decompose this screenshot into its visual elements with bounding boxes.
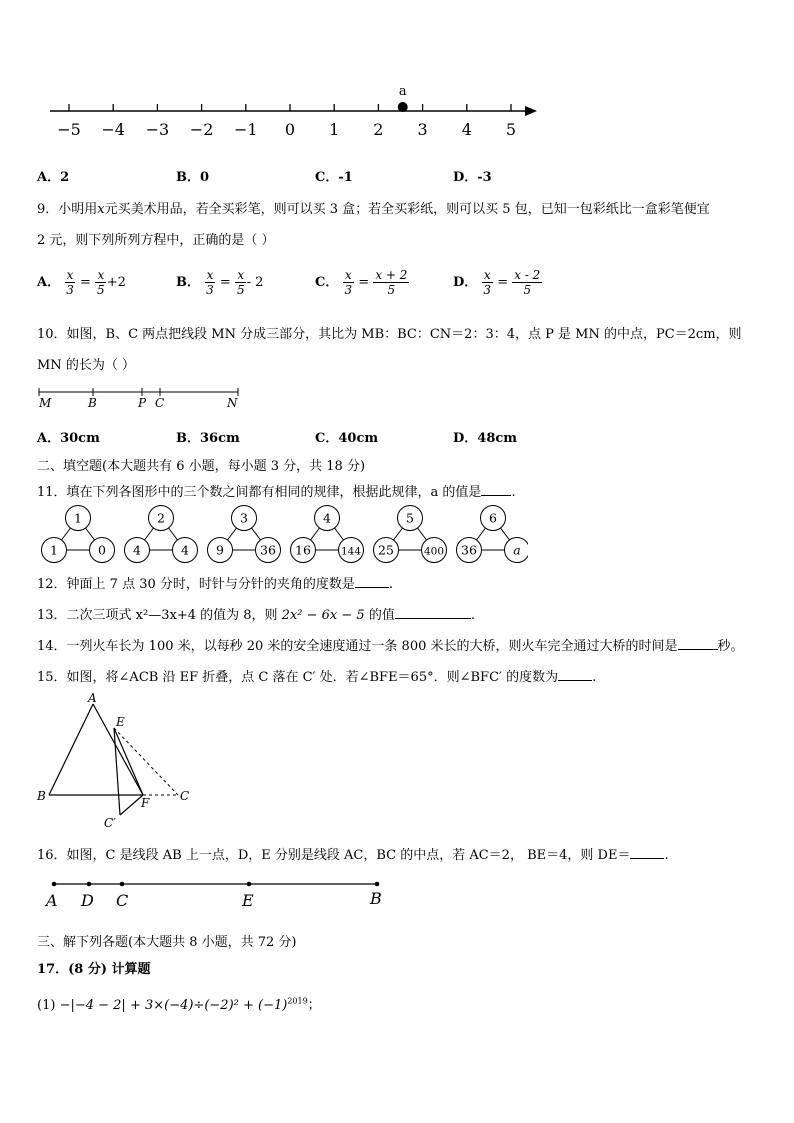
q11-group — [125, 506, 198, 563]
q11-group — [457, 506, 529, 563]
q11-number: 9 — [216, 542, 224, 558]
label-c: C — [155, 396, 165, 410]
point-a-label: a — [398, 84, 407, 99]
section-3-heading: 三、解下列各题(本大题共 8 小题，共 72 分) — [37, 935, 297, 950]
q16-segment-figure — [40, 872, 390, 912]
q13-stem: 13．二次三项式 x²—3x+4 的值为 8，则 2x² − 6x − 5 的值 . — [37, 608, 475, 623]
q11-number: 1 — [74, 510, 82, 526]
q8-option-a: A．2 — [37, 170, 70, 185]
q8-option-d: D．-3 — [453, 170, 492, 185]
q17-part1: $(1) -|-4 - 2| + 3\times(-4)\div(-2)^2 + (-1)^{2019}$； — [37, 996, 321, 1013]
label-c: C — [180, 789, 190, 803]
q11-number: 4 — [181, 542, 189, 558]
q10-segment-figure — [34, 383, 246, 411]
number-line-tick-label: −4 — [101, 120, 125, 139]
q11-group — [374, 506, 447, 563]
q11-group — [291, 506, 364, 563]
label-a: A — [88, 691, 97, 705]
q11-number: 400 — [423, 545, 445, 558]
number-line-tick-label: −2 — [189, 120, 214, 139]
q11-number: 36 — [461, 542, 477, 558]
number-line-arrow — [525, 106, 537, 116]
label-e: E — [242, 891, 254, 910]
q11-group — [208, 506, 281, 563]
q11-number: 2 — [157, 510, 165, 526]
number-line-figure — [40, 82, 550, 142]
label-b: B — [88, 396, 97, 410]
q11-number: 25 — [378, 542, 394, 558]
number-line-tick-label: −1 — [234, 120, 258, 139]
q11-number: 4 — [323, 510, 331, 526]
number-line-tick-label: 5 — [505, 120, 517, 139]
q9-option-b: B． $\frac{x}{3}$ = $\frac{x}{5}$ - 2 — [176, 268, 264, 297]
q11-number: 0 — [98, 542, 106, 558]
label-f: F — [141, 796, 150, 810]
q11-group — [42, 506, 115, 563]
q12-stem: 12．钟面上 7 点 30 分时，时针与分针的夹角的度数是 . — [37, 577, 394, 592]
q15-stem: 15．如图，将∠ACB 沿 EF 折叠，点 C 落在 C′ 处．若∠BFE＝65°．则∠BFC′ 的度数为 . — [37, 670, 597, 685]
number-line-tick-label: 2 — [373, 120, 384, 139]
q8-option-b: B．0 — [176, 170, 210, 185]
q11-number: 144 — [340, 545, 362, 558]
label-b: B — [370, 889, 382, 908]
q11-number: 3 — [240, 510, 248, 526]
q8-option-c: C．-1 — [315, 170, 353, 185]
number-line-tick-label: −5 — [57, 120, 81, 139]
number-line-tick-label: 1 — [329, 120, 340, 139]
q10-option-d: D．48cm — [453, 431, 518, 446]
q9-stem-line2: 2 元，则下列所列方程中，正确的是（ ） — [37, 233, 275, 248]
q15-triangle-figure — [34, 690, 204, 830]
label-p: P — [138, 396, 147, 410]
q9-option-d: D． $\frac{x}{3}$ = $\frac{x - 2}{5}$ — [453, 268, 541, 297]
label-a: A — [46, 891, 58, 910]
q11-number: 16 — [295, 542, 311, 558]
q11-circle-figures — [36, 504, 528, 564]
label-d: D — [81, 891, 94, 910]
number-line-tick-label: −3 — [145, 120, 170, 139]
number-line-tick-label: 4 — [461, 120, 472, 139]
q9-stem-line1: 9．小明用x元买美术用品，若全买彩笔，则可以买 3 盒；若全买彩纸，则可以买 5 包，已知一包彩纸比一盒彩笔便宜 — [37, 202, 710, 217]
label-e: E — [116, 715, 125, 729]
q11-stem: 11．填在下列各图形中的三个数之间都有相同的规律，根据此规律，a 的值是 . — [37, 485, 516, 500]
q9-option-a: A． $\frac{x}{3}$ = $\frac{x}{5}$ +2 — [37, 268, 126, 297]
point-a-marker — [398, 102, 408, 112]
label-m: M — [39, 396, 52, 410]
q11-number: 5 — [406, 510, 414, 526]
q11-number: 1 — [50, 542, 58, 558]
q17-title: 17．(8 分) 计算题 — [37, 962, 151, 977]
section-2-heading: 二、填空题(本大题共有 6 小题，每小题 3 分，共 18 分) — [37, 459, 366, 474]
q9-option-c: C． $\frac{x}{3}$ = $\frac{x + 2}{5}$ — [315, 268, 408, 297]
q14-stem: 14．一列火车长为 100 米，以每秒 20 米的安全速度通过一条 800 米长的大桥，则火车完全通过大桥的时间是 秒。 — [37, 639, 744, 654]
q10-option-c: C．40cm — [315, 431, 379, 446]
label-b: B — [37, 789, 46, 803]
q11-number: 4 — [133, 542, 141, 558]
label-c: C — [116, 891, 129, 910]
label-n: N — [227, 396, 238, 410]
q11-number: 6 — [489, 510, 497, 526]
q10-option-b: B．36cm — [176, 431, 240, 446]
number-line-tick-label: 0 — [284, 120, 296, 139]
q10-stem-line2: MN 的长为（ ） — [37, 358, 135, 373]
q11-number: a — [513, 542, 521, 558]
q16-stem: 16．如图，C 是线段 AB 上一点，D，E 分别是线段 AC，BC 的中点，若 AC＝2， BE＝4，则 DE＝ . — [37, 848, 669, 863]
q10-stem-line1: 10．如图，B、C 两点把线段 MN 分成三部分，其比为 MB：BC：CN＝2：3：4，点 P 是 MN 的中点，PC＝2cm，则 — [37, 327, 742, 342]
q11-number: 36 — [260, 542, 276, 558]
label-c-prime: C′ — [104, 816, 116, 830]
q10-option-a: A．30cm — [37, 431, 100, 446]
number-line-tick-label: 3 — [417, 120, 428, 139]
